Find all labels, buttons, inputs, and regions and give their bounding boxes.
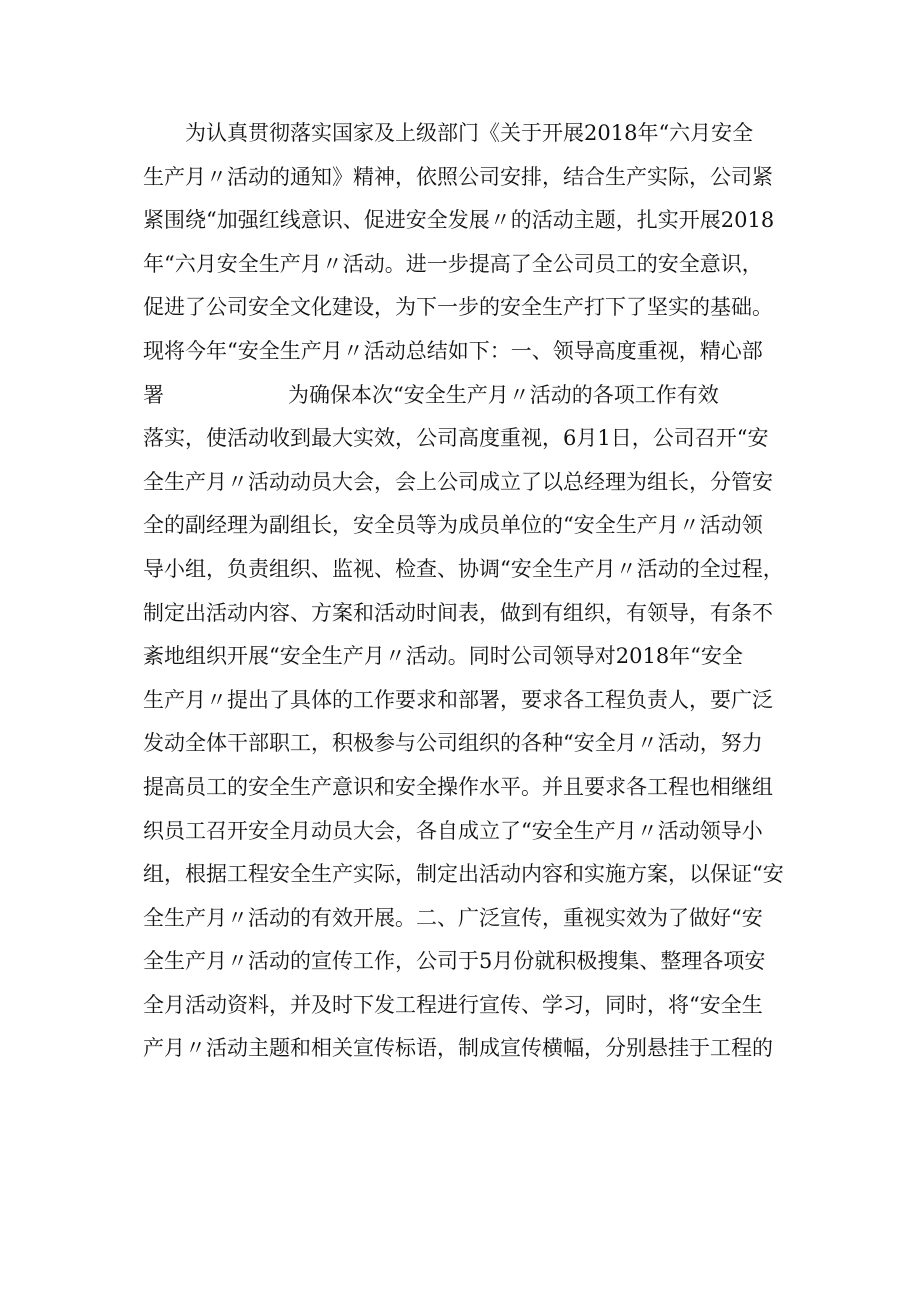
text-line: 全月活动资料，并及时下发工程进行宣传、学习，同时，将“安全生 xyxy=(143,992,763,1017)
text-line: 发动全体干部职工，积极参与公司组织的各种“安全月〃活动，努力 xyxy=(143,731,763,756)
text-line: 全的副经理为副组长，安全员等为成员单位的“安全生产月〃活动领 xyxy=(143,513,763,538)
text-line: 提高员工的安全生产意识和安全操作水平。并且要求各工程也相继组 xyxy=(143,774,773,799)
body-text xyxy=(143,112,803,1071)
text-line: 落实，使活动收到最大实效，公司高度重视，6月1日，公司召开“安 xyxy=(143,426,769,451)
text-line xyxy=(143,374,803,418)
text-line: 组，根据工程安全生产实际，制定出活动内容和实施方案，以保证“安 xyxy=(143,862,784,887)
text-line: 制定出活动内容、方案和活动时间表，做到有组织，有领导，有条不 xyxy=(143,600,773,625)
paragraph-start: 为确保本次“安全生产月〃活动的各项工作有效 xyxy=(288,382,719,407)
text-line: 织员工召开安全月动员大会，各自成立了“安全生产月〃活动领导小 xyxy=(143,818,763,843)
text-line: 紊地组织开展“安全生产月〃活动。同时公司领导对2018年“安全 xyxy=(143,644,743,669)
text-line: 全生产月〃活动动员大会，会上公司成立了以总经理为组长，分管安 xyxy=(143,469,773,494)
heading-fragment: 署 xyxy=(143,382,164,407)
text-line: 现将今年“安全生产月〃活动总结如下：一、领导高度重视，精心部 xyxy=(143,338,763,363)
text-line: 生产月〃活动的通知》精神，依照公司安排，结合生产实际，公司紧 xyxy=(143,164,773,189)
text-line: 为认真贯彻落实国家及上级部门《关于开展2018年“六月安全 xyxy=(185,121,754,145)
text-line: 产月〃活动主题和相关宣传标语，制成宣传横幅，分别悬挂于工程的 xyxy=(143,1036,773,1061)
text-line: 全生产月〃活动的有效开展。二、广泛宣传，重视实效为了做好“安 xyxy=(143,905,763,930)
text-line: 紧围绕“加强红线意识、促进安全发展〃的活动主题，扎实开展2018 xyxy=(143,208,775,233)
text-line: 全生产月〃活动的宣传工作，公司于5月份就积极搜集、整理各项安 xyxy=(143,949,766,974)
text-line: 导小组，负责组织、监视、检查、协调“安全生产月〃活动的全过程， xyxy=(143,556,784,581)
text-line: 生产月〃提出了具体的工作要求和部署，要求各工程负责人，要广泛 xyxy=(143,687,773,712)
text-line: 年“六月安全生产月〃活动。进一步提高了全公司员工的安全意识， xyxy=(143,251,763,276)
text-line: 促进了公司安全文化建设，为下一步的安全生产打下了坚实的基础。 xyxy=(143,295,773,320)
